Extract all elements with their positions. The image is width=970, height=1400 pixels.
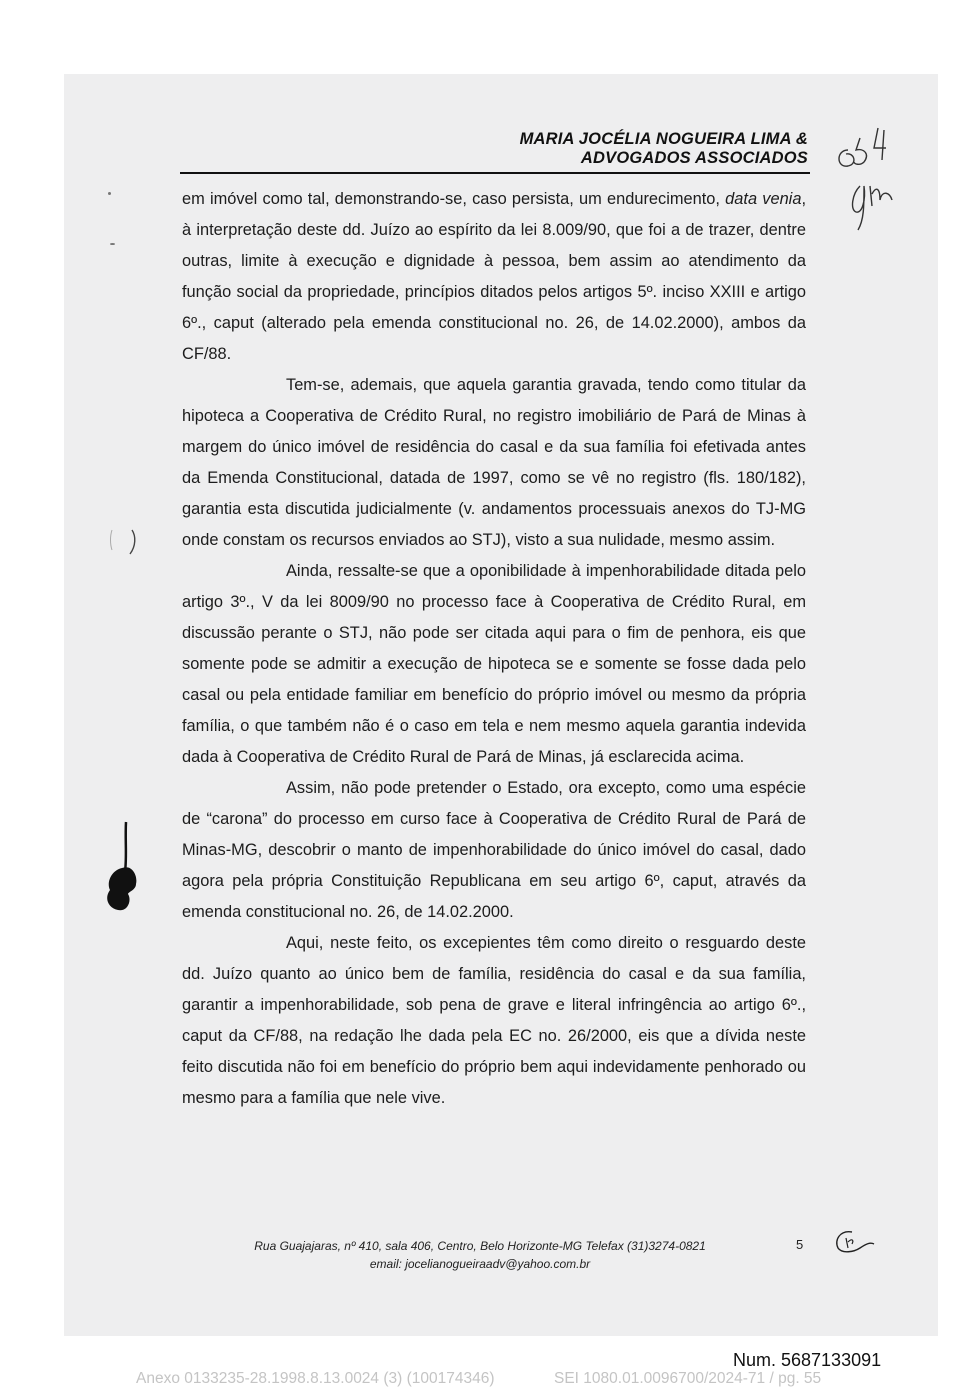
firm-name-line-1: MARIA JOCÉLIA NOGUEIRA LIMA & <box>519 130 808 148</box>
document-number: Num. 5687133091 <box>733 1350 882 1370</box>
letterhead-footer <box>180 1237 780 1273</box>
scan-speck <box>108 192 111 195</box>
paragraph-5: Aqui, neste feito, os excepientes têm como direito o resguardo deste dd. Juízo quanto ao único bem de família, residência do casal e da sua família, garantir a impenhorabilidade, sob pena de grave e literal infringência ao artigo 6º., caput da CF/88, na redação lhe dada pela EC no. 26/2000, eis que a dívida neste feito discutida não foi em benefício do próprio bem aqui indevidamente penhorado ou mesmo para a família que nele vive. <box>182 934 806 1107</box>
paragraph-1-text-a: em imóvel como tal, demonstrando-se, caso persista, um endurecimento, <box>182 190 726 208</box>
paragraph-1 <box>182 184 806 370</box>
firm-name-line-2: ADVOGADOS ASSOCIADOS <box>580 149 808 167</box>
annex-reference: Anexo 0133235-28.1998.8.13.0024 (3) (100174346) <box>136 1370 495 1387</box>
page-number: 5 <box>796 1237 804 1252</box>
paragraph-1-italic: data venia <box>725 190 802 208</box>
footer-email: email: jocelianogueiraadv@yahoo.com.br <box>369 1257 591 1271</box>
scan-mark <box>104 526 144 556</box>
paragraph-4: Assim, não pode pretender o Estado, ora excepto, como uma espécie de “carona” do processo em curso face à Cooperativa de Crédito Rural de Pará de Minas-MG, descobrir o manto de impenhorabilidade do único imóvel do casal, dado agora pela própria Constituição Republicana em seu artigo 6º, caput, através da emenda constitucional no. 26, de 14.02.2000. <box>182 779 806 921</box>
handwritten-initial-icon <box>830 1226 876 1256</box>
paragraph-2: Tem-se, ademais, que aquela garantia gravada, tendo como titular da hipoteca a Cooperativa de Crédito Rural, no registro imobiliário de Pará de Minas à margem do único imóvel de residência do casal e da sua família foi efetivada antes da Emenda Constitucional, datada de 1997, como se vê no registro (fls. 180/182), garantia esta discutida judicialmente (v. andamentos processuais anexos do TJ-MG onde constam os recursos enviados ao STJ), visto a sua nulidade, mesmo assim. <box>182 376 806 549</box>
scan-speck <box>110 243 115 245</box>
ink-blot-icon <box>98 820 148 920</box>
firm-letterhead <box>308 130 808 168</box>
handwritten-folio-number-icon <box>830 120 910 240</box>
paragraph-1-text-b: , à interpretação deste dd. Juízo ao espírito da lei 8.009/90, que foi a de trazer, dentre outras, limite à execução e dignidade à pessoa, bem assim ao atendimento da função social da propriedade, princípios ditados pelos artigos 5º. inciso XXIII e artigo 6º., caput (alterado pela emenda constitucional no. 26, de 14.02.2000), ambos da CF/88. <box>182 190 807 363</box>
paragraph-3: Ainda, ressalte-se que a oponibilidade à impenhorabilidade ditada pelo artigo 3º., V da lei 8009/90 no processo face à Cooperativa de Crédito Rural, em discussão perante o STJ, não pode ser citada aqui para o fim de penhora, eis que somente pode se admitir a execução de hipoteca se e somente se fosse dada pelo casal ou pela entidade familiar em benefício do próprio imóvel ou mesmo da própria família, o que também não é o caso em tela e nem mesmo aquela garantia indevida dada à Cooperativa de Crédito Rural de Pará de Minas, já esclarecida acima. <box>182 562 806 766</box>
sei-reference: SEI 1080.01.0096700/2024-71 / pg. 55 <box>554 1370 822 1387</box>
footer-address: Rua Guajajaras, nº 410, sala 406, Centro, Belo Horizonte-MG Telefax (31)3274-0821 <box>254 1239 706 1253</box>
document-body <box>182 184 806 1114</box>
header-rule <box>180 172 810 174</box>
